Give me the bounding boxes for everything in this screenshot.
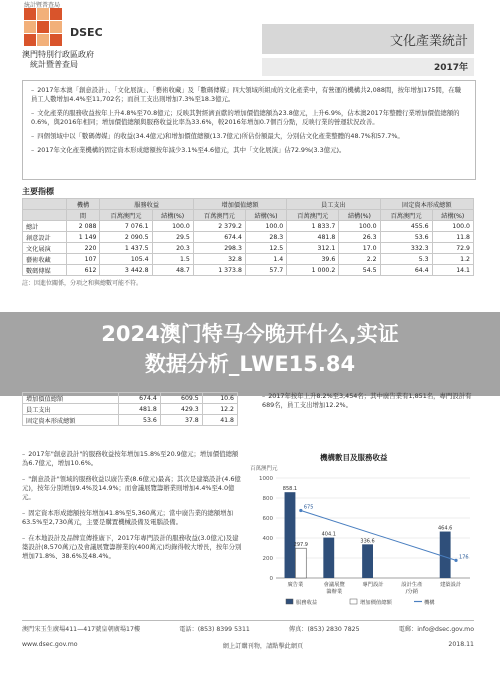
table-row — [23, 254, 474, 265]
col-subheader: 結構(%) — [432, 210, 473, 221]
table-cell: 3 442.8 — [100, 265, 152, 276]
col-header: 增加價值總額 — [193, 199, 286, 210]
summary-bullet: – 2017年文化產業機構的固定資本形成總額按年減少3.1%至4.6億元，其中「文化展演」佔72.9%(3.3億元)。 — [31, 146, 467, 155]
table-cell: 100.0 — [245, 221, 286, 232]
line-value-label: 176 — [459, 554, 469, 561]
row-label: 增加價值總額 — [23, 393, 119, 404]
table-cell: 674.4 — [193, 232, 245, 243]
table-cell: 1 000.2 — [287, 265, 339, 276]
logo-name: DSEC — [70, 26, 103, 39]
row-label: 藝術收藏 — [23, 254, 67, 265]
agency-name: 統計暨普查局 — [30, 60, 78, 69]
table-cell: 609.5 — [160, 393, 202, 404]
table-cell: 481.8 — [118, 404, 160, 415]
table-cell: 11.8 — [432, 232, 473, 243]
left-bullet: – "創意設計"領域的服務收益以廣告業(8.6億元)最高；其次是建築設計(4.6億元)，按年分別增加9.4%及14.9%；而會議展覽籌辦業則增加4.4%至4.0億元。 — [22, 475, 244, 502]
footer-rule — [22, 620, 474, 621]
col-subheader: 間 — [66, 210, 100, 221]
left-bullets — [22, 450, 244, 561]
footer-fax: 傳真：(853) 2830 7825 — [288, 626, 360, 633]
footer — [22, 624, 474, 650]
table-cell: 312.1 — [287, 243, 339, 254]
table-cell: 41.8 — [202, 415, 237, 426]
year-label: 2017年 — [433, 63, 468, 73]
table-cell: 429.3 — [160, 404, 202, 415]
table-cell: 72.9 — [432, 243, 473, 254]
small-table-body — [23, 393, 238, 426]
summary-bullet: – 文化產業的服務收益按年上升4.8%至70.8億元；反映其對經濟貢獻的增加價值總額為23.8億元，上升6.9%，佔本澳2017年整體行業增加價值總額的0.6%，與2016年相同；增加價值總額與服務收益比率為33.6%，較2016年增加0.7個百分點，反映行業的營運狀況改善。 — [31, 109, 467, 127]
table-cell: 674.4 — [118, 393, 160, 404]
chart-ylabel: 百萬澳門元 — [250, 466, 278, 472]
table-cell: 1 437.5 — [100, 243, 152, 254]
y-tick-label: 200 — [262, 556, 273, 562]
summary-bullet: – 2017年本澳「創意設計」、「文化展演」、「藝術收藏」及「數碼傳媒」四大領域所組成的文化產業中，有營運的機構共2,088間，按年增加175間，在職員工人數增加4.4%至11,702名；而員工支出則增加7.3%至18.3億元。 — [31, 86, 467, 104]
footer-date: 2018.11 — [448, 641, 474, 648]
table-cell: 1 373.8 — [193, 265, 245, 276]
table-cell: 53.6 — [380, 232, 432, 243]
col-subheader: 百萬澳門元 — [100, 210, 152, 221]
bar-value-label: 297.9 — [293, 542, 308, 549]
agency-small: 統計暨普查局 — [24, 2, 61, 9]
table-cell: 100.0 — [152, 221, 193, 232]
row-label: 創意設計 — [23, 232, 67, 243]
table-row — [23, 243, 474, 254]
line-point — [299, 509, 302, 512]
bar-value-label: 464.6 — [438, 525, 453, 532]
table-cell: 14.1 — [432, 265, 473, 276]
summary-bullet: – 四個領域中以「數碼傳媒」的收益(34.4億元)和增加價值總額(13.7億元)所佔份額最大，分別佔文化產業整體的48.7%和57.7%。 — [31, 132, 467, 141]
table-note: 註：因進位關係，分項之和與總數可能不符。 — [22, 280, 143, 287]
table-cell: 39.6 — [287, 254, 339, 265]
x-tick-label: 籌辦業 — [326, 589, 343, 595]
table-cell: 100.0 — [339, 221, 380, 232]
left-bullet: – 固定資本形成總額按年增加41.8%至5,360萬元；當中廣告業的總額增加63.5%至2,730萬元，主要是購置機械設備及電腦設備。 — [22, 509, 244, 527]
overlay-headline-1: 2024澳门特马今晚开什么,实证 — [101, 322, 399, 346]
table-cell: 26.3 — [339, 232, 380, 243]
overlay-headline-2: 数据分析_LWE15.84 — [144, 352, 356, 376]
col-header: 機構 — [66, 199, 100, 210]
x-tick-label: 會議展覽 — [323, 582, 345, 588]
x-tick-label: 專門設計 — [362, 582, 384, 588]
table-cell: 7 076.1 — [100, 221, 152, 232]
row-label: 數碼傳媒 — [23, 265, 67, 276]
x-tick-label: 廣告業 — [287, 582, 304, 588]
bar-value-label: 404.1 — [321, 531, 336, 538]
col-subheader: 百萬澳門元 — [287, 210, 339, 221]
logo-caption — [22, 50, 94, 70]
table-cell: 29.5 — [152, 232, 193, 243]
govt-name: 澳門特別行政區政府 — [22, 50, 94, 59]
y-tick-label: 400 — [262, 536, 273, 542]
row-label: 總計 — [23, 221, 67, 232]
bar-revenue — [285, 492, 296, 578]
col-subheader: 百萬澳門元 — [193, 210, 245, 221]
col-subheader: 結構(%) — [245, 210, 286, 221]
summary-box — [22, 80, 476, 180]
table-cell: 32.8 — [193, 254, 245, 265]
table-cell: 12.5 — [245, 243, 286, 254]
table-cell: 107 — [66, 254, 100, 265]
table-cell: 64.4 — [380, 265, 432, 276]
bar-revenue — [440, 532, 451, 578]
x-tick-label: 設計生產 — [401, 582, 423, 588]
table-cell: 48.7 — [152, 265, 193, 276]
table-row — [23, 393, 238, 404]
footer-phone: 電話：(853) 8399 5311 — [179, 626, 250, 633]
table-cell: 455.6 — [380, 221, 432, 232]
table-cell: 2 379.2 — [193, 221, 245, 232]
bar-revenue — [362, 544, 373, 578]
table-cell: 10.6 — [202, 393, 237, 404]
table-cell: 20.3 — [152, 243, 193, 254]
y-tick-label: 800 — [262, 496, 273, 502]
y-tick-label: 600 — [262, 516, 273, 522]
legend-label: 機構 — [424, 600, 435, 606]
main-table-wrap — [22, 198, 474, 287]
legend-swatch — [286, 599, 293, 604]
x-tick-label: /分銷 — [405, 589, 418, 595]
table-row — [23, 265, 474, 276]
table-subheader-row — [23, 210, 474, 221]
table-cell: 612 — [66, 265, 100, 276]
col-subheader: 百萬澳門元 — [380, 210, 432, 221]
row-label: 文化展演 — [23, 243, 67, 254]
table-cell: 5.3 — [380, 254, 432, 265]
table-cell: 57.7 — [245, 265, 286, 276]
table-row — [23, 221, 474, 232]
line-value-label: 675 — [303, 504, 314, 511]
bar-value-label: 858.1 — [282, 486, 298, 493]
table-cell: 298.3 — [193, 243, 245, 254]
col-subheader: 結構(%) — [152, 210, 193, 221]
legend-label: 增加價值總額 — [360, 600, 392, 606]
table-cell: 53.6 — [118, 415, 160, 426]
main-table-title: 主要指標 — [22, 187, 54, 196]
table-cell: 220 — [66, 243, 100, 254]
col-header: 服務收益 — [100, 199, 193, 210]
table-row — [23, 404, 238, 415]
x-tick-label: 建築設計 — [439, 582, 462, 588]
small-table-wrap — [22, 392, 238, 426]
table-cell: 100.0 — [432, 221, 473, 232]
bar-revenue — [323, 538, 334, 578]
y-tick-label: 1000 — [259, 476, 273, 482]
table-cell: 2 090.5 — [100, 232, 152, 243]
table-cell: 2.2 — [339, 254, 380, 265]
row-label: 員工支出 — [23, 404, 119, 415]
bar-added-value — [295, 548, 306, 578]
table-cell: 1.4 — [245, 254, 286, 265]
page-title: 文化產業統計 — [389, 34, 468, 49]
table-cell: 17.0 — [339, 243, 380, 254]
col-header: 員工支出 — [287, 199, 380, 210]
footer-email[interactable]: 電郵：info@dsec.gov.mo — [398, 626, 474, 633]
table-cell: 12.2 — [202, 404, 237, 415]
legend-label: 服務收益 — [296, 600, 318, 606]
table-cell: 1.5 — [152, 254, 193, 265]
revenue-bar-chart — [250, 472, 478, 612]
table-cell: 54.5 — [339, 265, 380, 276]
table-cell: 332.3 — [380, 243, 432, 254]
col-subheader: 結構(%) — [339, 210, 380, 221]
table-cell: 1.2 — [432, 254, 473, 265]
main-indicators-table — [22, 198, 474, 276]
table-header-row — [23, 199, 474, 210]
table-row — [23, 232, 474, 243]
table-cell: 1 149 — [66, 232, 100, 243]
dsec-logo-icon — [22, 6, 64, 48]
line-point — [454, 559, 457, 562]
table-cell: 28.3 — [245, 232, 286, 243]
left-bullet: – 在本地設計及品牌宣傳推廣下，2017年專門設計的服務收益(3.0億元)及建築設計(8,570萬元)及會議展覽籌辦業的(400萬元)均錄得較大增長，按年分別增加71.8%、38.6%及48.4%。 — [22, 534, 244, 561]
main-table-body — [23, 221, 474, 276]
row-label: 固定資本形成總額 — [23, 415, 119, 426]
right-bullet: – 2017年按年上升8.2%至3,454名；其中廣告業有1,851名，專門設計有689名，員工支出增加12.2%。 — [262, 392, 474, 410]
table-cell: 37.8 — [160, 415, 202, 426]
footer-web-note: 網上訂購刊物，請點擊此網頁 — [222, 643, 304, 650]
creative-design-table — [22, 392, 238, 426]
left-bullet: – 2017年"創意設計"的服務收益按年增加15.8%至20.9億元；增加價值總額為6.7億元，增加10.6%。 — [22, 450, 244, 468]
y-tick-label: 0 — [269, 576, 273, 582]
footer-web-link[interactable]: www.dsec.gov.mo — [22, 641, 78, 648]
footer-address: 澳門宋玉生廣場411—417號皇朝廣場17樓 — [22, 626, 141, 633]
right-text-block — [262, 392, 474, 410]
table-row — [23, 415, 238, 426]
table-cell: 2 088 — [66, 221, 100, 232]
bar-value-label: 336.6 — [360, 538, 375, 545]
table-cell: 1 833.7 — [287, 221, 339, 232]
table-cell: 481.8 — [287, 232, 339, 243]
table-cell: 105.4 — [100, 254, 152, 265]
summary-list — [23, 81, 475, 155]
legend-swatch — [350, 599, 357, 604]
col-header: 固定資本形成總額 — [380, 199, 473, 210]
chart-title: 機構數目及服務收益 — [320, 453, 388, 462]
